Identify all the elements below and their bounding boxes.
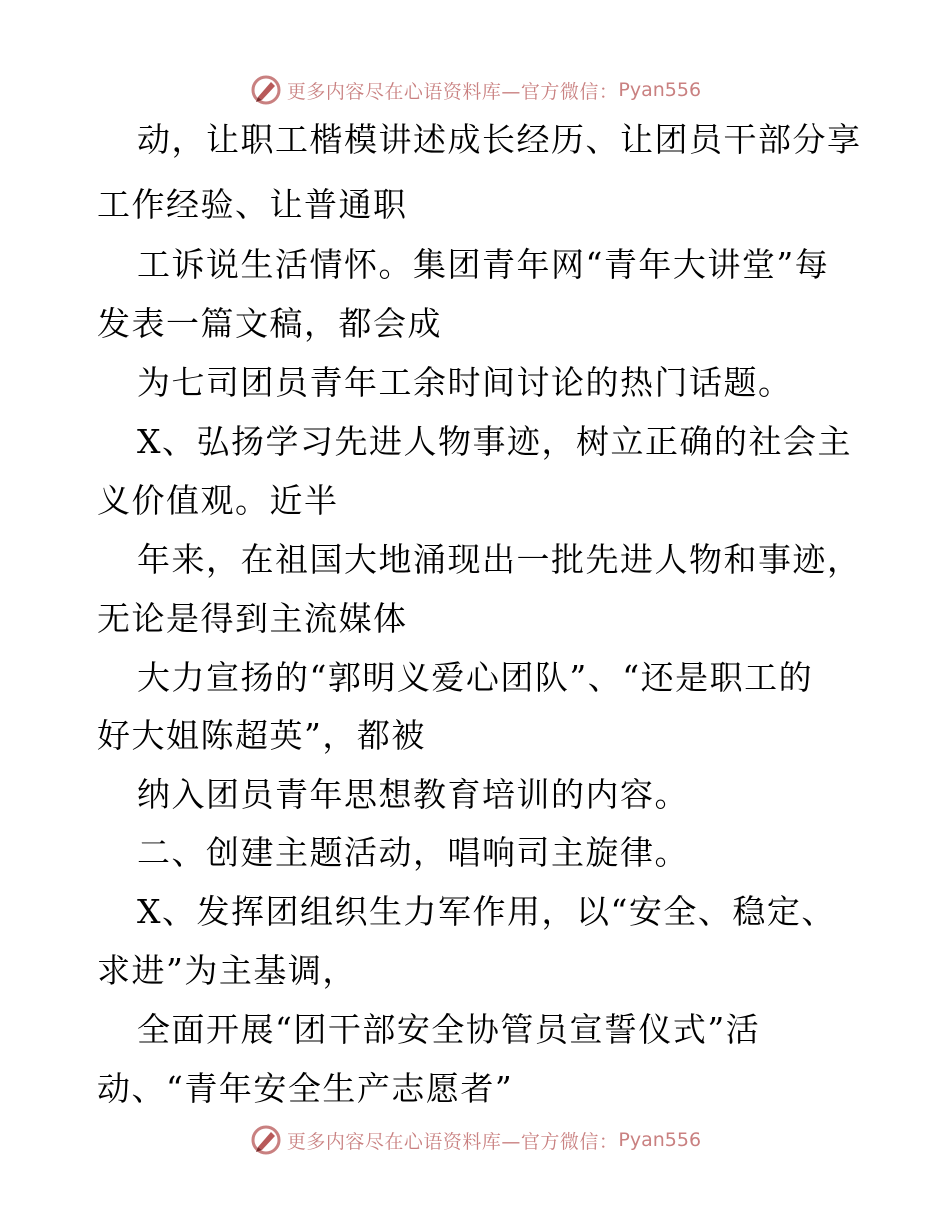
text-line: 工作经验、让普通职	[97, 185, 408, 224]
text-line: 无论是得到主流媒体	[97, 599, 408, 638]
text-line: 工诉说生活情怀。集团青年网“青年大讲堂”每	[137, 245, 830, 284]
text-line: 年来，在祖国大地涌现出一批先进人物和事迹，	[137, 540, 862, 579]
watermark-handle: Pyan556	[618, 79, 702, 101]
watermark-text: 更多内容尽在心语资料库—官方微信：	[286, 80, 619, 103]
text-line: 动，让职工楷模讲述成长经历、让团员干部分享	[137, 120, 862, 159]
text-line: 大力宣扬的“郭明义爱心团队”、“还是职工的	[137, 658, 814, 697]
text-line: 动、“青年安全生产志愿者”	[97, 1069, 514, 1108]
text-line: X、弘扬学习先进人物事迹，树立正确的社会主	[137, 422, 852, 461]
text-line: 义价值观。近半	[97, 481, 339, 520]
text-line: 全面开展“团干部安全协管员宣誓仪式”活	[137, 1010, 761, 1049]
pen-logo-icon	[249, 1123, 283, 1157]
text-line: 求进”为主基调，	[97, 951, 357, 990]
text-line: 二、创建主题活动，唱响司主旋律。	[137, 833, 689, 872]
text-line: 好大姐陈超英”，都被	[97, 716, 426, 755]
pen-logo-icon	[249, 73, 283, 107]
watermark-handle: Pyan556	[618, 1129, 702, 1151]
text-line: X、发挥团组织生力军作用，以“安全、稳定、	[137, 892, 836, 931]
footer-watermark	[0, 1120, 950, 1160]
text-line: 纳入团员青年思想教育培训的内容。	[137, 775, 689, 814]
text-line: 为七司团员青年工余时间讨论的热门话题。	[137, 363, 793, 402]
header-watermark	[0, 70, 950, 110]
text-line: 发表一篇文稿，都会成	[97, 304, 442, 343]
watermark-text: 更多内容尽在心语资料库—官方微信：	[286, 1130, 619, 1153]
